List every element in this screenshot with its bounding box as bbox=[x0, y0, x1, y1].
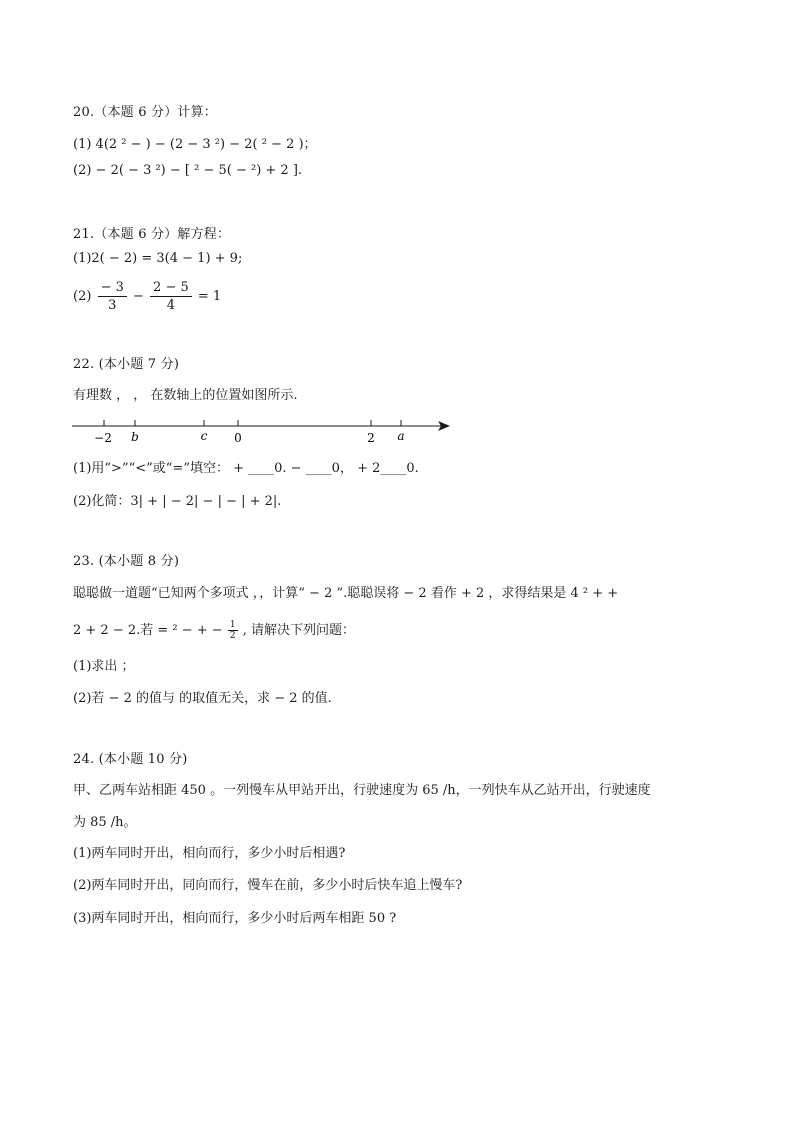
q21-fraction-1-denominator: 3 bbox=[108, 298, 117, 313]
q21-part2 bbox=[73, 280, 221, 314]
q21-part2-suffix: = 1 bbox=[197, 289, 222, 304]
q22-part2: (2)化简：3| + | − 2| − | − | + 2|. bbox=[73, 494, 282, 509]
q23-line2-pre: 2 + 2 − 2.若 = ² − + − bbox=[73, 623, 223, 638]
q21-fraction-1 bbox=[98, 280, 127, 313]
q21-minus-sign: − bbox=[133, 289, 144, 304]
q21-part1: (1)2( − 2) = 3(4 − 1) + 9; bbox=[73, 251, 243, 266]
q24-part1: (1)两车同时开出，相向而行，多少小时后相遇? bbox=[73, 846, 346, 861]
q24-part2: (2)两车同时开出，同向而行，慢车在前，多少小时后快车追上慢车? bbox=[73, 878, 463, 893]
number-line-figure bbox=[70, 414, 460, 450]
label-b: b bbox=[131, 430, 139, 444]
q24-heading: 24. (本小题 10 分) bbox=[73, 752, 188, 767]
q20-part1: (1) 4(2 ² − ) − (2 − 3 ²) − 2( ² − 2 )； bbox=[73, 137, 317, 152]
q21-fraction-1-numerator: − 3 bbox=[98, 280, 127, 297]
q21-part2-prefix: (2) bbox=[73, 289, 92, 304]
q22-intro: 有理数 ， ， 在数轴上的位置如图所示. bbox=[73, 388, 298, 403]
q23-part2: (2)若 − 2 的值与 的取值无关，求 − 2 的值. bbox=[73, 691, 332, 706]
q22-heading: 22. (本小题 7 分) bbox=[73, 357, 180, 372]
q21-fraction-2-denominator: 4 bbox=[166, 298, 176, 313]
q24-line1: 甲、乙两车站相距 450 。一列慢车从甲站开出，行驶速度为 65 /h，一列快车从乙站开出，行驶速度 bbox=[73, 783, 651, 798]
q24-part3: (3)两车同时开出，相向而行，多少小时后两车相距 50 ? bbox=[73, 911, 397, 926]
q23-line2 bbox=[73, 620, 355, 641]
q23-half-numerator: 1 bbox=[229, 620, 236, 630]
q22-part1: (1)用“>”“<”或“=”填空： + ____0. − ____0， + 2____0. bbox=[73, 461, 419, 476]
q20-heading: 20.（本题 6 分）计算： bbox=[73, 105, 218, 120]
q21-heading: 21.（本题 6 分）解方程： bbox=[73, 227, 231, 242]
q23-line2-post: , 请解决下列问题： bbox=[242, 623, 355, 638]
label-c: c bbox=[200, 429, 208, 443]
q23-half-fraction bbox=[228, 620, 238, 641]
q21-fraction-2-numerator: 2 − 5 bbox=[150, 280, 192, 297]
q23-part1: (1)求出 ； bbox=[73, 659, 135, 674]
label-a: a bbox=[397, 429, 405, 443]
q20-part2: (2) − 2( − 3 ²) − [ ² − 5( − ²) + 2 ]. bbox=[73, 163, 303, 178]
label-neg2: −2 bbox=[94, 431, 112, 445]
q24-line2: 为 85 /h。 bbox=[73, 815, 137, 830]
q23-half-denominator: 2 bbox=[229, 631, 236, 641]
q21-fraction-2 bbox=[150, 280, 192, 313]
label-two: 2 bbox=[367, 431, 375, 445]
label-zero: 0 bbox=[234, 431, 242, 445]
q23-heading: 23. (本小题 8 分) bbox=[73, 554, 180, 569]
q23-line1: 聪聪做一道题“已知两个多项式 ，，计算“ − 2 ”.聪聪误将 − 2 看作 + 2 ，求得结果是 4 ² + + bbox=[73, 586, 619, 601]
